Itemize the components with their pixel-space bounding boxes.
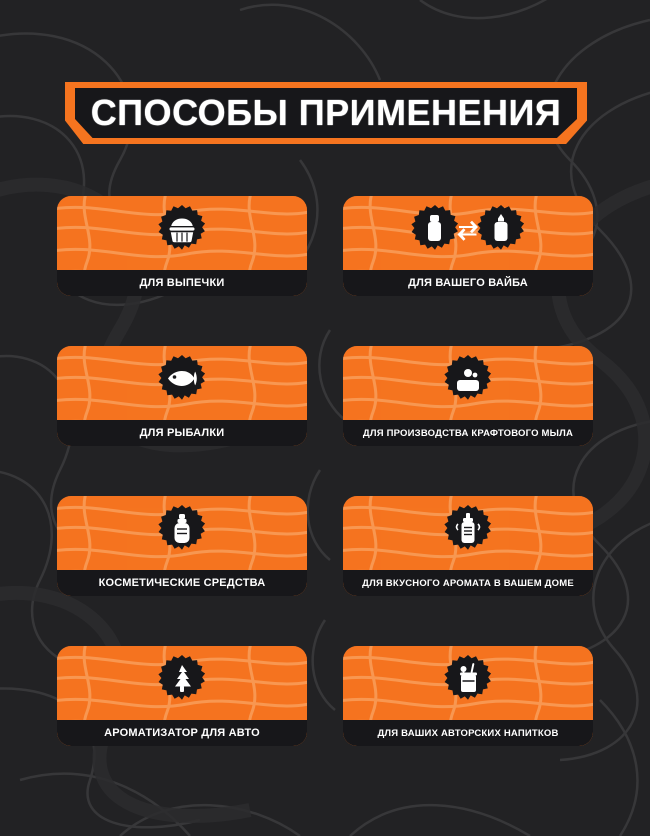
cards-row bbox=[0, 496, 650, 596]
cards-row bbox=[0, 346, 650, 446]
card-label: ДЛЯ ВАШЕГО ВАЙБА bbox=[408, 277, 528, 289]
cocktail-icon bbox=[441, 654, 495, 708]
vape-swap-icon bbox=[408, 204, 528, 258]
usage-card-pie[interactable] bbox=[57, 196, 307, 296]
card-label-bar bbox=[57, 720, 307, 746]
card-label: ДЛЯ ПРОИЗВОДСТВА КРАФТОВОГО МЫЛА bbox=[362, 427, 574, 439]
cosmetics-icon bbox=[155, 504, 209, 558]
card-label: ДЛЯ ВЫПЕЧКИ bbox=[139, 277, 225, 289]
card-label: АРОМАТИЗАТОР ДЛЯ АВТО bbox=[104, 727, 260, 739]
card-label: ДЛЯ ВКУСНОГО АРОМАТА В ВАШЕМ ДОМЕ bbox=[362, 577, 574, 589]
page-title: СПОСОБЫ ПРИМЕНЕНИЯ bbox=[90, 92, 562, 133]
usage-card-car-freshener[interactable] bbox=[57, 646, 307, 746]
card-label-bar bbox=[57, 420, 307, 446]
card-label: ДЛЯ ВАШИХ АВТОРСКИХ НАПИТКОВ bbox=[377, 727, 559, 739]
soap-icon bbox=[441, 354, 495, 408]
usage-card-vape[interactable] bbox=[343, 196, 593, 296]
card-label-bar bbox=[343, 270, 593, 296]
fish-icon bbox=[155, 354, 209, 408]
pie-icon bbox=[155, 204, 209, 258]
cards-row bbox=[0, 196, 650, 296]
diffuser-icon bbox=[441, 504, 495, 558]
usage-cards-grid bbox=[0, 196, 650, 796]
usage-card-cosmetics[interactable] bbox=[57, 496, 307, 596]
usage-card-diffuser[interactable] bbox=[343, 496, 593, 596]
pine-tree-icon bbox=[155, 654, 209, 708]
poster-title-banner bbox=[65, 82, 587, 144]
usage-card-soap[interactable] bbox=[343, 346, 593, 446]
card-label: КОСМЕТИЧЕСКИЕ СРЕДСТВА bbox=[98, 577, 266, 589]
card-label: ДЛЯ РЫБАЛКИ bbox=[139, 427, 225, 439]
card-label-bar bbox=[343, 570, 593, 596]
card-label-bar bbox=[57, 270, 307, 296]
card-label-bar bbox=[343, 420, 593, 446]
card-label-bar bbox=[343, 720, 593, 746]
cards-row bbox=[0, 646, 650, 746]
usage-card-fishing[interactable] bbox=[57, 346, 307, 446]
usage-card-drinks[interactable] bbox=[343, 646, 593, 746]
card-label-bar bbox=[57, 570, 307, 596]
